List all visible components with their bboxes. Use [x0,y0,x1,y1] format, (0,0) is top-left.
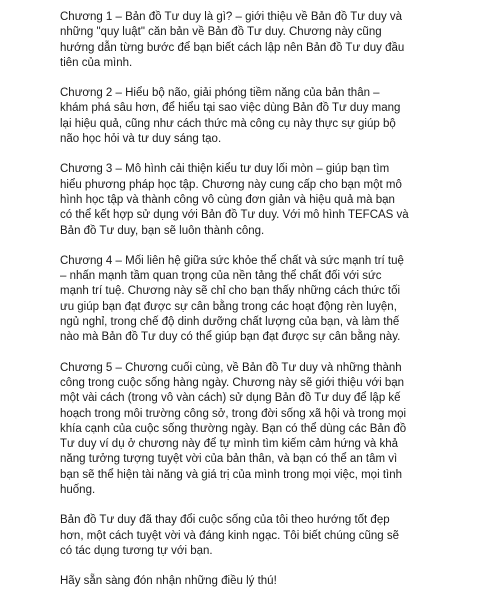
document-page [60,10,485,605]
paragraph-closing: Hãy sẵn sàng đón nhận những điều lý thú! [60,575,277,588]
paragraph-conclusion: Bản đồ Tư duy đã thay đổi cuộc sống của tôi theo hướng tốt đẹp hơn, một cách tuyệt vời và đáng kinh ngạc. Tôi biết chúng cũng sẽ có tác dụng tương tự với bạn. [60,514,399,557]
paragraph-chapter-4: Chương 4 – Mối liên hệ giữa sức khỏe thể chất và sức mạnh trí tuệ – nhấn mạnh tầm quan trọng của nền tảng thể chất đối với sức mạnh trí tuệ. Chương này sẽ chỉ cho bạn thấy những cách thức tối ưu giúp bạn đạt được sự cân bằng trong các hoạt động rèn luyện, ngủ nghỉ, trong chế độ dinh dưỡng chất lượng của bạn, và làm thế nào mà Bản đồ Tư duy có thể giúp bạn đạt được sự cân bằng này. [60,254,404,344]
paragraph-chapter-2: Chương 2 – Hiểu bộ não, giải phóng tiềm năng của bản thân – khám phá sâu hơn, để hiểu tại sao việc dùng Bản đồ Tư duy mang lại hiệu quả, cũng như cách thức mà công cụ này thực sự giúp bộ não học hỏi và tư duy sáng tạo. [60,87,401,146]
paragraph-chapter-1: Chương 1 – Bản đồ Tư duy là gì? – giới thiệu về Bản đồ Tư duy và những "quy luật" căn bản về Bản đồ Tư duy. Chương này cũng hướng dẫn từng bước để bạn biết cách lập nên Bản đồ Tư duy đầu tiên của mình. [60,11,405,69]
paragraph-chapter-3: Chương 3 – Mô hình cải thiện kiểu tư duy lối mòn – giúp bạn tìm hiểu phương pháp học tập. Chương này cung cấp cho bạn một mô hình học tập và thành công vô cùng đơn giản và hiệu quả mà bạn có thể kết hợp sử dụng với Bản đồ Tư duy. Với mô hình TEFCAS và Bản đồ Tư duy, bạn sẽ luôn thành công. [60,163,409,237]
paragraph-chapter-5: Chương 5 – Chương cuối cùng, về Bản đồ Tư duy và những thành công trong cuộc sống hàng ngày. Chương này sẽ giới thiệu với bạn một vài cách (trong vô vàn cách) sử dụng Bản đồ Tư duy để lập kế hoạch trong môi trường công sở, trong đời sống xã hội và trong mọi khía cạnh của cuộc sống thường ngày. Bạn có thể dùng các Bản đồ Tư duy ví dụ ở chương này để tự mình tìm kiếm cảm hứng và khả năng tưởng tượng tuyệt vời của bản thân, và bạn có thể an tâm vì bạn sẽ thể hiện tài năng và giá trị của mình trong mọi việc, mọi tình huống. [60,361,407,497]
